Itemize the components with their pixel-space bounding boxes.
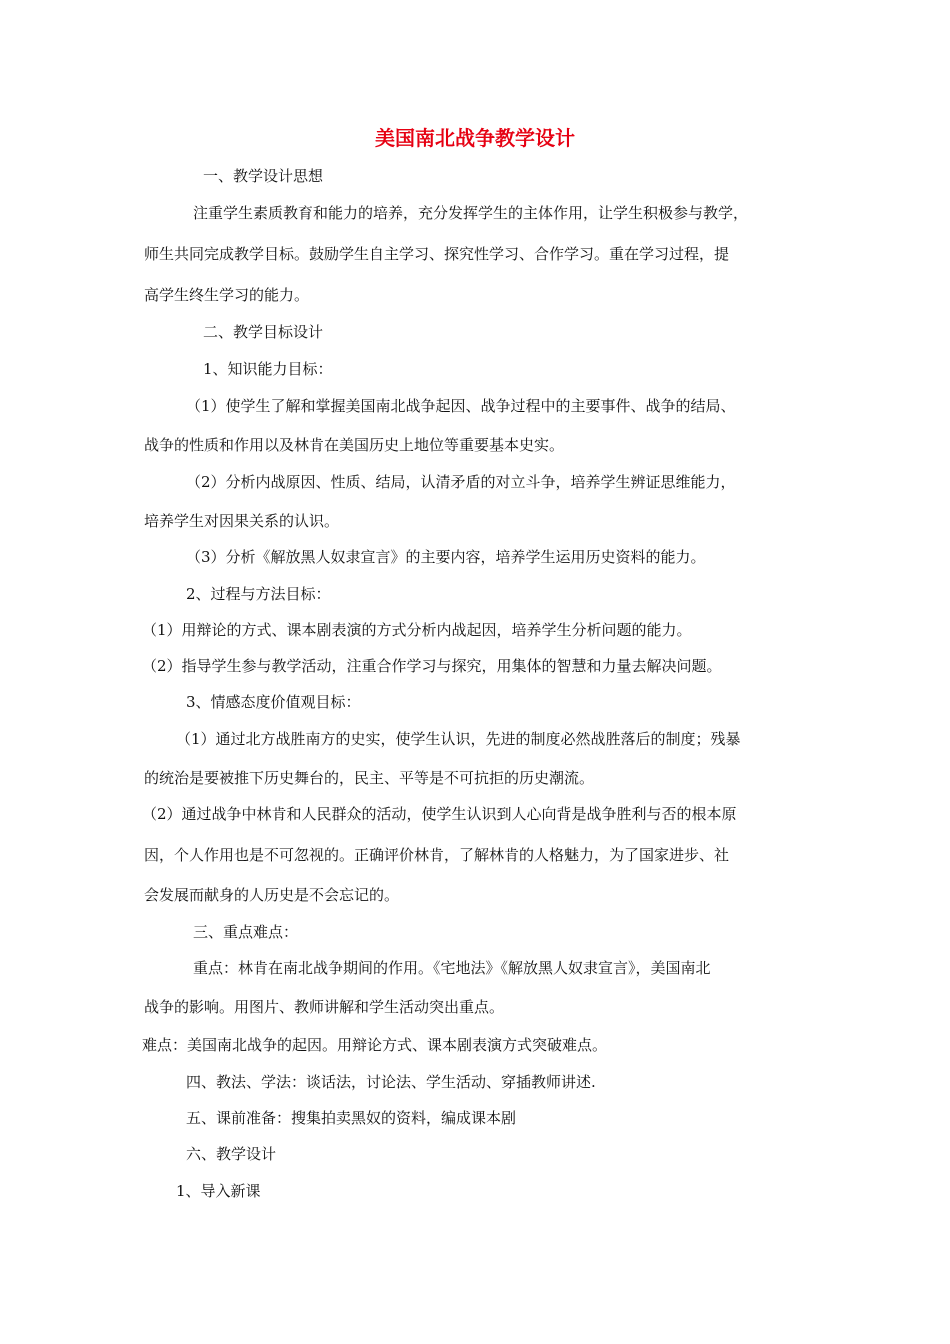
paragraph-line: （1）用辩论的方式、课本剧表演的方式分析内战起因，培养学生分析问题的能力。 [142, 621, 692, 639]
subheading-process: 2、过程与方法目标： [186, 585, 331, 603]
paragraph-line: 师生共同完成教学目标。鼓励学生自主学习、探究性学习、合作学习。重在学习过程，提 [144, 245, 730, 263]
paragraph-line: （2）分析内战原因、性质、结局，认清矛盾的对立斗争，培养学生辨证思维能力， [186, 473, 736, 491]
paragraph-line: （2）指导学生参与教学活动，注重合作学习与探究，用集体的智慧和力量去解决问题。 [142, 657, 722, 675]
paragraph-line: 高学生终生学习的能力。 [144, 286, 310, 304]
section-heading-methods: 四、教法、学法：谈话法，讨论法、学生活动、穿插教师讲述. [186, 1073, 596, 1091]
subheading-intro: 1、导入新课 [176, 1182, 261, 1200]
subheading-knowledge: 1、知识能力目标： [203, 360, 333, 378]
paragraph-line: 会发展而献身的人历史是不会忘记的。 [144, 886, 400, 904]
paragraph-line: 培养学生对因果关系的认识。 [144, 512, 340, 530]
paragraph-line: 的统治是要被推下历史舞台的，民主、平等是不可抗拒的历史潮流。 [144, 769, 595, 787]
section-heading-preparation: 五、课前准备：搜集拍卖黑奴的资料，编成课本剧 [186, 1109, 517, 1127]
paragraph-line: 注重学生素质教育和能力的培养，充分发挥学生的主体作用，让学生积极参与教学， [193, 204, 749, 222]
paragraph-line: 因，个人作用也是不可忽视的。正确评价林肯，了解林肯的人格魅力，为了国家进步、社 [144, 846, 730, 864]
paragraph-line: （2）通过战争中林肯和人民群众的活动，使学生认识到人心向背是战争胜利与否的根本原 [142, 805, 737, 823]
paragraph-line: 战争的性质和作用以及林肯在美国历史上地位等重要基本史实。 [144, 436, 565, 454]
section-heading-design-idea: 一、教学设计思想 [203, 167, 324, 185]
paragraph-line: 重点：林肯在南北战争期间的作用。《宅地法》《解放黑人奴隶宣言》，美国南北 [193, 959, 711, 977]
section-heading-objectives: 二、教学目标设计 [203, 323, 324, 341]
paragraph-line: （1）使学生了解和掌握美国南北战争起因、战争过程中的主要事件、战争的结局、 [186, 397, 736, 415]
paragraph-line: （1）通过北方战胜南方的史实，使学生认识，先进的制度必然战胜落后的制度；残暴 [176, 730, 741, 748]
document-title: 美国南北战争教学设计 [375, 126, 575, 150]
paragraph-line: （3）分析《解放黑人奴隶宣言》的主要内容，培养学生运用历史资料的能力。 [186, 548, 706, 566]
paragraph-line: 战争的影响。用图片、教师讲解和学生活动突出重点。 [144, 998, 505, 1016]
subheading-attitude: 3、情感态度价值观目标： [186, 693, 361, 711]
paragraph-line: 难点：美国南北战争的起因。用辩论方式、课本剧表演方式突破难点。 [142, 1036, 608, 1054]
section-heading-teaching-design: 六、教学设计 [186, 1145, 277, 1163]
section-heading-key-points: 三、重点难点： [193, 923, 299, 941]
